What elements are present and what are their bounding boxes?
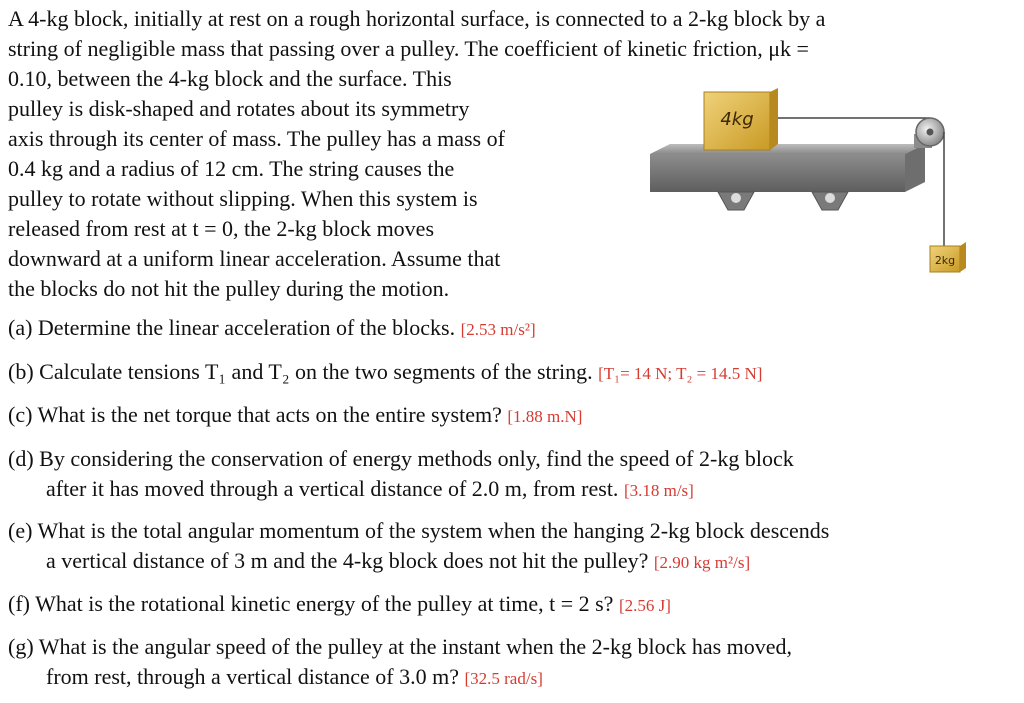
intro-line: pulley to rotate without slipping. When this system is — [8, 186, 478, 211]
question-a — [8, 313, 536, 345]
question-label: (c) — [8, 402, 33, 427]
question-text: What is the angular speed of the pulley at the instant when the 2-kg block has moved, — [38, 634, 793, 659]
question-label: (f) — [8, 591, 30, 616]
question-label: (g) — [8, 634, 34, 659]
intro-line: downward at a uniform linear acceleration. Assume that — [8, 246, 501, 271]
pulley-system-figure — [640, 88, 980, 308]
table-front — [650, 154, 905, 192]
intro-line: 0.4 kg and a radius of 12 cm. The string causes the — [8, 156, 455, 181]
answer: [3.18 m/s] — [623, 481, 694, 500]
intro-line: released from rest at t = 0, the 2-kg block moves — [8, 216, 435, 241]
question-g — [8, 632, 792, 694]
answer: [2.56 J] — [618, 596, 671, 615]
question-text: What is the rotational kinetic energy of the pulley at time, t = 2 s? — [35, 591, 614, 616]
pulley-axle — [927, 129, 934, 136]
table-leg-hole — [731, 193, 741, 203]
question-text: from rest, through a vertical distance of 3.0 m? — [46, 664, 459, 689]
question-b — [8, 357, 762, 389]
block-4kg-side — [770, 88, 778, 150]
block-2kg-label: 2kg — [934, 254, 956, 267]
question-c — [8, 400, 582, 432]
question-text: Determine the linear acceleration of the blocks. — [37, 315, 456, 340]
answer: [2.90 kg m²/s] — [653, 553, 751, 572]
intro-line: axis through its center of mass. The pulley has a mass of — [8, 126, 505, 151]
block-4kg-label: 4kg — [720, 109, 754, 130]
question-text: What is the total angular momentum of the system when the hanging 2-kg block descends — [37, 518, 830, 543]
answer: [T₁= 14 N; T₂ = 14.5 N] — [598, 364, 763, 383]
intro-line: A 4-kg block, initially at rest on a rough horizontal surface, is connected to a 2-kg block by a — [8, 6, 826, 31]
table-leg-hole — [825, 193, 835, 203]
question-label: (d) — [8, 446, 34, 471]
intro-line: the blocks do not hit the pulley during the motion. — [8, 276, 450, 301]
answer: [1.88 m.N] — [507, 407, 583, 426]
question-f — [8, 589, 671, 621]
question-text: Calculate tensions T₁ and T₂ on the two segments of the string. — [39, 359, 593, 384]
question-label: (e) — [8, 518, 33, 543]
question-d — [8, 444, 794, 506]
question-label: (a) — [8, 315, 33, 340]
question-text: By considering the conservation of energy methods only, find the speed of 2-kg block — [39, 446, 794, 471]
intro-line: 0.10, between the 4-kg block and the surface. This — [8, 66, 452, 91]
block-2kg-side — [960, 242, 966, 272]
question-text: a vertical distance of 3 m and the 4-kg block does not hit the pulley? — [46, 548, 649, 573]
intro-line: string of negligible mass that passing over a pulley. The coefficient of kinetic friction, μk = — [8, 36, 809, 61]
question-text: after it has moved through a vertical distance of 2.0 m, from rest. — [46, 476, 619, 501]
intro-line: pulley is disk-shaped and rotates about its symmetry — [8, 96, 470, 121]
table-top — [650, 144, 925, 154]
answer: [2.53 m/s²] — [460, 320, 536, 339]
answer: [32.5 rad/s] — [464, 669, 543, 688]
question-text: What is the net torque that acts on the entire system? — [37, 402, 502, 427]
question-e — [8, 516, 829, 578]
question-label: (b) — [8, 359, 34, 384]
